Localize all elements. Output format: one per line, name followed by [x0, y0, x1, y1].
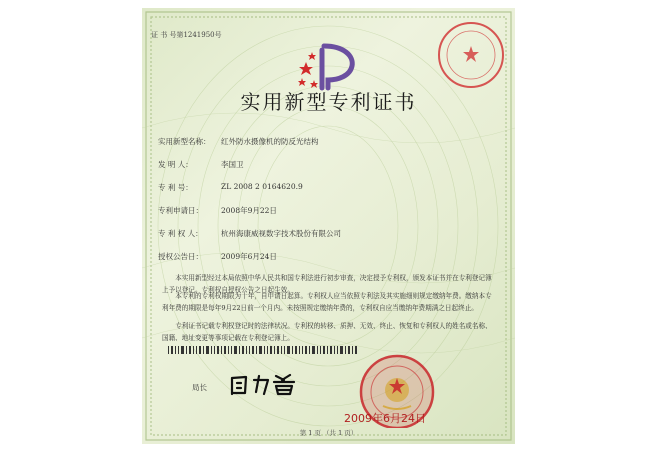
field-value-inventor: 李国卫 [221, 160, 244, 169]
field-value-patent-no: ZL 2008 2 0164620.9 [221, 182, 303, 191]
paragraph-legal-status: 专利证书记载专利权登记时的法律状况。专利权的转移、质押、无效、终止、恢复和专利权人的姓名或名称、国籍、地址变更等事项记载在专利登记簿上。 [162, 322, 492, 342]
field-value-grant-date: 2009年6月24日 [221, 252, 277, 261]
signature-label: 局长 [192, 383, 207, 392]
field-value-patentee: 杭州海康威视数字技术股份有限公司 [221, 229, 341, 238]
field-value-utility-name: 红外防水摄像机的防反光结构 [221, 137, 319, 146]
seal-date: 2009年6月24日 [344, 412, 426, 425]
patent-office-logo [296, 42, 366, 92]
director-signature [228, 372, 308, 398]
barcode [168, 346, 358, 354]
field-label-patentee: 专 利 权 人： [158, 229, 203, 238]
field-value-application-date: 2008年9月22日 [221, 206, 277, 215]
paragraph-grant: 本实用新型经过本局依照中华人民共和国专利法进行初步审查，决定授予专利权，颁发本证书并在专利登记簿上予以登记。专利权自授权公告之日起生效。 [162, 274, 492, 294]
patent-certificate [142, 8, 515, 444]
paragraph-term: 本专利的专利权期限为十年，自申请日起算。专利权人应当依照专利法及其实施细则规定缴纳年费。缴纳本专利年费的期限是每年9月22日前一个月内。未按照规定缴纳年费的，专利权自应当缴纳年费期满之日起终止。 [162, 292, 492, 312]
field-label-utility-name: 实用新型名称： [158, 137, 211, 146]
certificate-number: 证 书 号第1241950号 [151, 31, 222, 39]
field-label-application-date: 专利申请日： [158, 206, 203, 215]
field-label-inventor: 发 明 人： [158, 160, 193, 169]
field-label-grant-date: 授权公告日： [158, 252, 203, 261]
certificate-title: 实用新型专利证书 [240, 90, 417, 114]
red-stamp-top-right [434, 18, 508, 92]
page-number: 第 1 页 （共 1 页） [299, 429, 358, 437]
field-label-patent-no: 专 利 号： [158, 183, 193, 192]
